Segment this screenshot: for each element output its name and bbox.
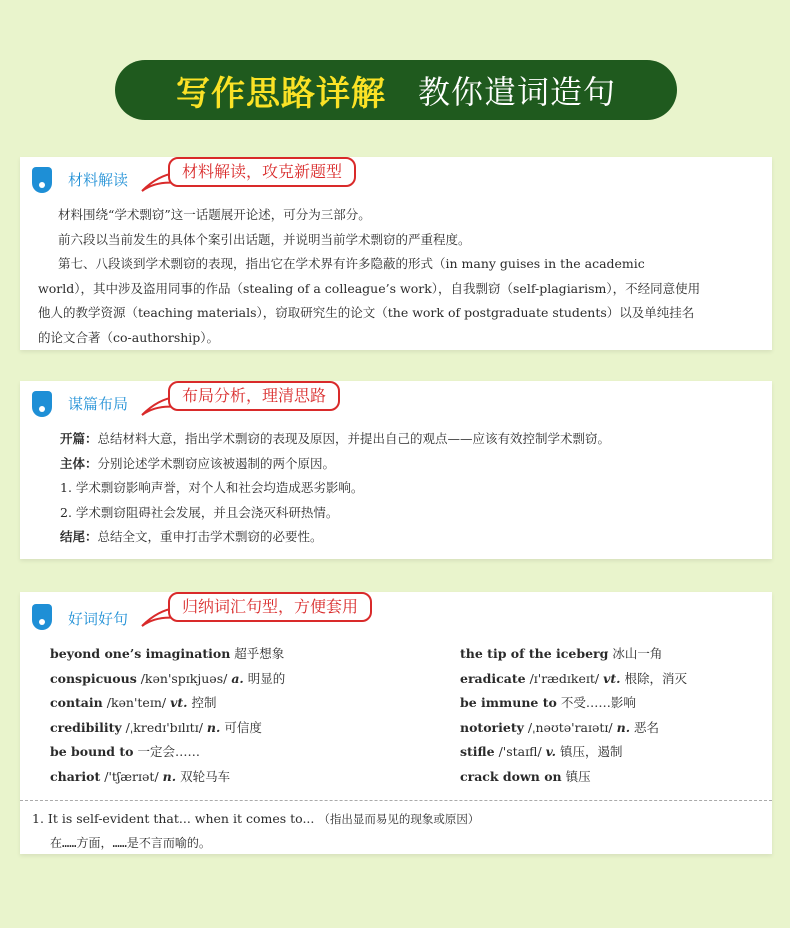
banner-title-secondary: 教你遣词造句 (417, 73, 616, 111)
bookmark-icon (32, 604, 52, 630)
vocab-item: be immune to 不受……影响 (460, 695, 636, 711)
vocab-grid (20, 634, 772, 790)
material-callout: 材料解读，攻克新题型 (168, 157, 356, 187)
vocab-callout: 归纳词汇句型，方便套用 (168, 592, 372, 622)
sentence-note: （指出显而易见的现象或原因） (318, 811, 480, 826)
material-card (20, 157, 772, 350)
material-title: 材料解读 (68, 171, 129, 189)
ending-text: 总结全文，重申打击学术剽窃的必要性。 (97, 529, 323, 544)
vocab-item: the tip of the iceberg 冰山一角 (460, 646, 663, 661)
body-line (60, 452, 754, 477)
vocab-item: notoriety /ˌnəʊtə'raɪətɪ/ n. 恶名 (460, 719, 660, 735)
layout-body (20, 425, 772, 550)
vocab-item: conspicuous /kən'spɪkjuəs/ a. 明显的 (50, 670, 286, 686)
ending-line (60, 525, 754, 550)
vocab-item: contain /kən'teɪn/ vt. 控制 (50, 695, 217, 711)
sentence-zh: 在……方面，……是不言而喻的。 (50, 835, 211, 850)
vocab-item: chariot /'tʃærɪət/ n. 双轮马车 (50, 768, 231, 784)
body-label: 主体： (60, 455, 98, 471)
vocab-item: eradicate /ɪ'rædɪkeɪt/ vt. 根除，消灭 (460, 670, 688, 686)
bookmark-icon (32, 391, 52, 417)
bookmark-icon (32, 167, 52, 193)
vocab-item: stifle /'staɪfl/ v. 镇压，遏制 (460, 744, 623, 760)
layout-title: 谋篇布局 (68, 395, 129, 413)
vocab-card (20, 592, 772, 854)
vocab-item: crack down on 镇压 (460, 768, 591, 784)
material-line: 他人的教学资源（teaching materials），窃取研究生的论文（the work of postgraduate students）以及单纯挂名 (38, 305, 695, 320)
layout-callout: 布局分析，理清思路 (168, 381, 340, 411)
sentence-pattern (20, 801, 772, 855)
material-line: 的论文合著（co-authorship）。 (38, 329, 220, 345)
point-line: 2. 学术剽窃阻碍社会发展，并且会浇灭科研热情。 (60, 504, 339, 520)
header-banner (115, 60, 677, 120)
body-text: 分别论述学术剽窃应该被遏制的两个原因。 (97, 455, 336, 471)
vocab-item: beyond one’s imagination 超乎想象 (50, 646, 285, 661)
material-line: world），其中涉及盗用同事的作品（stealing of a colleague’s work），自我剽窃（self-plagiarism），不经同意使用 (38, 280, 701, 296)
material-line: 第七、八段谈到学术剽窃的表现，指出它在学术界有许多隐蔽的形式（in many guises in the academic (58, 256, 645, 271)
vocab-title: 好词好句 (68, 610, 129, 628)
vocab-item: be bound to 一定会…… (50, 744, 201, 760)
material-body (20, 201, 772, 350)
opening-text: 总结材料大意，指出学术剽窃的表现及原因，并提出自己的观点——应该有效控制学术剽窃。 (97, 431, 611, 446)
material-line: 材料围绕“学术剽窃”这一话题展开论述，可分为三部分。 (58, 207, 371, 222)
opening-line (60, 427, 754, 452)
point-line: 1. 学术剽窃影响声誉，对个人和社会均造成恶劣影响。 (60, 480, 364, 495)
ending-label: 结尾： (60, 529, 98, 544)
vocab-item: credibility /ˌkredɪ'bɪlɪtɪ/ n. 可信度 (50, 719, 262, 735)
opening-label: 开篇： (60, 431, 98, 446)
banner-title-primary: 写作思路详解 (175, 73, 386, 114)
sentence-en: 1. It is self-evident that... when it comes to... (32, 810, 315, 826)
material-line: 前六段以当前发生的具体个案引出话题，并说明当前学术剽窃的严重程度。 (58, 231, 471, 247)
sentence-en-line (32, 807, 772, 831)
layout-card (20, 381, 772, 559)
